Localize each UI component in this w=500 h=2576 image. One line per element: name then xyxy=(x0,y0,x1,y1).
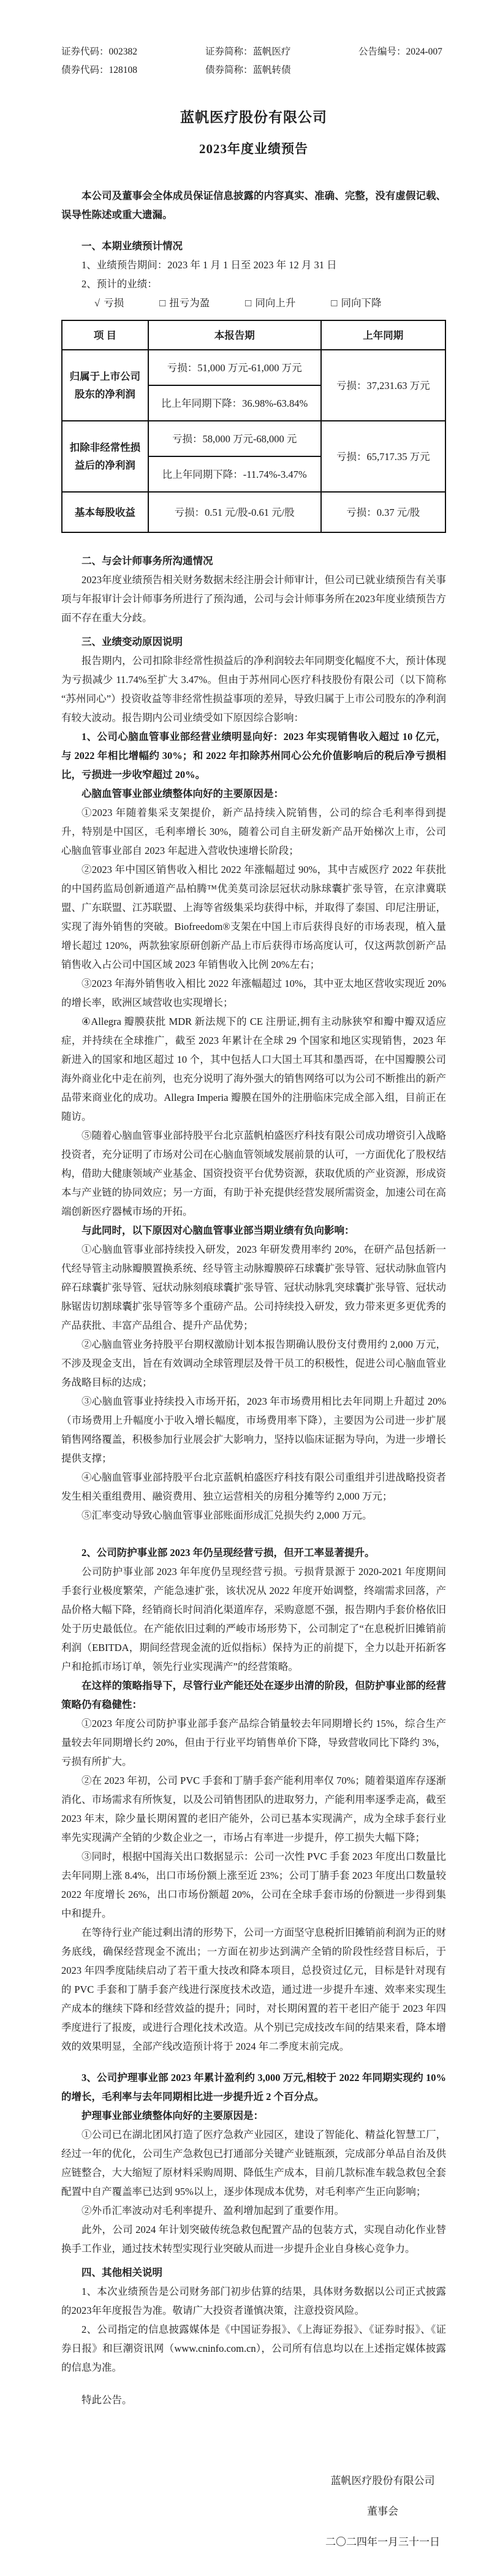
table-cell-item: 归属于上市公司股东的净利润 xyxy=(62,350,148,421)
paragraph: ③心脑血管事业持续投入市场开拓，2023 年市场费用相比去年同期上升超过 20%（市场费用上升幅度小于收入增长幅度，市场费用率下降），主要因为公司进一步扩展销售网络覆盖，积极参加行业展会扩大影响力，坚持以临床证据为导向，为进一步增长提供支撑； xyxy=(61,1396,446,1464)
forecast-option-loss xyxy=(94,293,124,312)
doc-title: 2023年度业绩预告 xyxy=(199,142,308,156)
checkbox-icon: □ xyxy=(331,297,338,309)
section-1-heading: 一、本期业绩预计情况 xyxy=(81,240,183,252)
forecast-table xyxy=(61,320,446,533)
section-4-heading: 四、其他相关说明 xyxy=(81,2267,162,2278)
paragraph: ①2023 年度公司防护事业部手套产品综合销量较去年同期增长约 15%，综合生产量较去年同期增长约 20%，但由于行业平均销售单价下降，导致营收同比下降约 3%，亏损有所扩大。 xyxy=(61,1718,446,1767)
paragraph: ①心脑血管事业部持续投入研发，2023 年研发费用率约 20%，在研产品包括新一代经导管主动脉瓣膜置换系统、经导管主动脉瓣膜碎石球囊扩张导管、冠状动脉血管内碎石球囊扩张导管、冠状动脉刻痕球囊扩张导管、冠状动脉乳突球囊扩张导管、冠状动脉锯齿切割球囊扩张导管等多个重磅产品。公司持续投入研发，致力带来更多更优秀的产品获批、丰富产品组合、提升产品优势； xyxy=(61,1244,446,1331)
table-cell-current-amount: 亏损：51,000 万元-61,000 万元 xyxy=(148,350,321,385)
paragraph-protective-division: 2、公司防护事业部 2023 年仍呈现经营亏损，但开工率显著提升。 xyxy=(81,1547,375,1558)
forecast-option-label: 亏损 xyxy=(104,297,124,309)
paragraph: ①2023 年随着集采支架提价，新产品持续入院销售，公司的综合毛利率得到提升，特别是中国区，毛利率增长 30%，随着公司自主研发新产品开始梯次上市，公司心脑血管事业部自 2023 年起进入营收快速增长阶段； xyxy=(61,807,446,856)
header-spacer xyxy=(358,61,446,80)
paragraph: ⑤汇率变动导致心脑血管事业部账面形成汇兑损失约 2,000 万元。 xyxy=(81,1509,373,1521)
table-cell-prior: 亏损：0.37 元/股 xyxy=(321,492,445,532)
forecast-period: 1、业绩预告期间：2023 年 1 月 1 日至 2023 年 12 月 31 日 xyxy=(81,259,337,271)
paragraph: ②外币汇率波动对毛利率提升、盈利增加起到了重要作用。 xyxy=(81,2205,344,2216)
paragraph: 在这样的策略指导下，尽管行业产能还处在逐步出清的阶段，但防护事业部的经营策略仍有稳健性： xyxy=(61,1680,446,1710)
announcement-no: 公告编号：2024-007 xyxy=(358,47,442,57)
closing-note: 特此公告。 xyxy=(81,2394,132,2406)
table-header-current: 本报告期 xyxy=(148,320,321,350)
table-header-item: 项 目 xyxy=(62,320,148,350)
table-cell-item: 基本每股收益 xyxy=(62,492,148,532)
paragraph: ②在 2023 年初，公司 PVC 手套和丁腈手套产能利用率仅 70%；随着渠道库存逐渐消化、市场需求有所恢复，以及公司销售团队的进取努力，产能利用率逐季走高，截至 2023 年末，除少量长期闲置的老旧产能外，公司已基本实现满产，成为全球手套行业率先实现满产全销的少数企业之一，市场占有率进一步提升，停工损失大幅下降； xyxy=(61,1775,446,1843)
table-header-row xyxy=(62,320,445,350)
forecast-options xyxy=(94,293,446,312)
paragraph: ③2023 年海外销售收入相比 2022 年涨幅超过 10%，其中亚太地区营收实现近 20%的增长率，欧洲区域营收也实现增长； xyxy=(61,978,446,1008)
table-row xyxy=(62,350,445,385)
paragraph: 1、本次业绩预告是公司财务部门初步估算的结果，具体财务数据以公司正式披露的2023年年度报告为准。敬请广大投资者谨慎决策，注意投资风险。 xyxy=(61,2286,446,2316)
paragraph: ③同时，根据中国海关出口数据显示：公司一次性 PVC 手套 2023 年度出口数量比去年同期上涨 8.4%，出口市场份额上涨至近 23%；公司丁腈手套 2023 年度出口数量较 2022 年度增长 26%，出口市场份额超 20%，公司在全球手套市场的份额进一步得到集中和提升。 xyxy=(61,1851,446,1919)
table-cell-item: 扣除非经常性损益后的净利润 xyxy=(62,421,148,492)
paragraph-cardio-highlight: 1、公司心脑血管事业部经营业绩明显向好：2023 年实现销售收入超过 10 亿元，与 2022 年相比增幅约 30%；和 2022 年扣除苏州同心公允价值影响后的税后净亏损相比，亏损进一步收窄超过 20%。 xyxy=(61,731,446,780)
table-cell-current-change: 比上年同期下降：-11.74%-3.47% xyxy=(148,456,321,492)
forecast-option-label: 扭亏为盈 xyxy=(169,297,210,309)
paragraph-care-division: 3、公司护理事业部 2023 年累计盈利约 3,000 万元,相较于 2022 年同期实现约 10%的增长，毛利率与去年同期相比进一步提升近 2 个百分点。 xyxy=(61,2072,446,2102)
paragraph: ①公司已在湖北团风打造了医疗急救产业园区，建设了智能化、精益化智慧工厂，经过一年的优化，公司生产急救包已打通部分关键产业链瓶颈，完成部分单品自治及供应链整合，大大缩短了原材料采购周期、降低生产成本，目前几款标准车载急救包全套配置中自产覆盖率已达到 95%以上，逐步体现成本优势，对毛利率产生正向影响； xyxy=(61,2129,446,2197)
checkbox-icon: □ xyxy=(159,297,166,309)
forecast-option-up xyxy=(245,293,295,312)
stock-abbr: 证券简称：蓝帆医疗 xyxy=(205,47,291,57)
company-title: 蓝帆医疗股份有限公司 xyxy=(180,110,327,125)
section-3-heading: 三、业绩变动原因说明 xyxy=(81,636,183,648)
section-2-body: 2023年度业绩预告相关财务数据未经注册会计师审计，但公司已就业绩预告有关事项与年报审计会计师事务所进行了预沟通，公司与会计师事务所在2023年度业绩预告方面不存在重大分歧。 xyxy=(61,574,446,624)
paragraph: ④心脑血管事业部持股平台北京蓝帆柏盛医疗科技有限公司重组并引进战略投资者发生相关重组费用、融资费用、独立运营相关的房租分摊等约 2,000 万元； xyxy=(61,1471,446,1502)
paragraph-negative-factors: 与此同时，以下原因对心脑血管事业部当期业绩有负向影响： xyxy=(81,1225,355,1236)
table-header-prior: 上年同期 xyxy=(321,320,445,350)
forecast-option-down xyxy=(331,293,381,312)
paragraph: 报告期内，公司扣除非经常性损益后的净利润较去年同期变化幅度不大，预计体现为亏损减少 11.74%至扩大 3.47%。但由于苏州同心医疗科技股份有限公司（以下简称“苏州同心”）投资收益等非经常性损益事项的差异，导致归属于上市公司股东的净利润有较大波动。报告期内公司业绩受如下原因综合影响： xyxy=(61,655,446,723)
table-cell-prior: 亏损：37,231.63 万元 xyxy=(321,350,445,421)
table-cell-current-amount: 亏损：58,000 万元-68,000 元 xyxy=(148,421,321,456)
forecast-type-label: 2、预计的业绩： xyxy=(81,278,157,290)
section-2-heading: 二、与会计师事务所沟通情况 xyxy=(81,555,213,567)
table-row xyxy=(62,492,445,532)
paragraph: 心脑血管事业部业绩整体向好的主要原因是： xyxy=(81,788,284,799)
forecast-option-turnaround xyxy=(159,293,210,312)
bond-abbr: 债券简称：蓝帆转债 xyxy=(205,65,291,75)
disclaimer: 本公司及董事会全体成员保证信息披露的内容真实、准确、完整，没有虚假记载、误导性陈述或重大遗漏。 xyxy=(61,190,446,221)
checkbox-icon: □ xyxy=(245,297,252,309)
signature-block xyxy=(323,2466,442,2558)
paragraph: 2、公司指定的信息披露媒体是《中国证券报》、《上海证券报》、《证券时报》、《证券日报》和巨潮资讯网（www.cninfo.com.cn），公司所有信息均以在上述指定媒体披露的信息为准。 xyxy=(61,2324,446,2373)
paragraph: ⑤随着心脑血管事业部持股平台北京蓝帆柏盛医疗科技有限公司成功增资引入战略投资者，充分证明了市场对公司在心脑血管领域发展前景的认可，一方面优化了股权结构，借助大健康领域产业基金、国资投资平台优势资源，获取优质的产业资源，形成资本与产业链的协同效应；另一方面，有助于补充提供经营发展所需资金，加速公司在高端创新医疗器械市场的开拓。 xyxy=(61,1130,446,1217)
bond-code: 债券代码：128108 xyxy=(61,65,138,75)
table-cell-current-change: 比上年同期下降：36.98%-63.84% xyxy=(148,385,321,421)
checkbox-checked-icon: √ xyxy=(94,297,100,309)
paragraph: 护理事业部业绩整体向好的主要原因是： xyxy=(81,2110,263,2121)
table-row xyxy=(62,421,445,456)
paragraph: ④Allegra 瓣膜获批 MDR 新法规下的 CE 注册证,拥有主动脉狭窄和瓣中瓣双适应症，并持续在全球推广，截至 2023 年累计在全球 29 个国家和地区实现销售，2023 年新进入的国家和地区超过 10 个，其中包括人口大国土耳其和墨西哥，在中国瓣膜公司海外商业化中走在前列，也充分说明了海外强大的销售网络可以为公司不断推出的新产品带来商业化的成功。Allegra Imperia 瓣膜在国外的注册临床完成全部入组，目前正在随访。 xyxy=(61,1016,446,1122)
stock-code: 证券代码：002382 xyxy=(61,47,138,57)
table-cell-prior: 亏损：65,717.35 万元 xyxy=(321,421,445,492)
paragraph: 公司防护事业部 2023 年年度仍呈现经营亏损。亏损背景源于 2020-2021 年度期间手套行业极度繁荣，产能急速扩张，该状况从 2022 年度开始调整，终端需求回落，产品价格大幅下降，经销商长时间消化渠道库存，采购意愿不强，报告期内手套价格依旧处于历史最低位。在产能依旧过剩的严峻市场形势下，公司制定了“在息税折旧摊销前利润（EBITDA，期间经营现金流的近似指标）保持为正的前提下，全力以赴开拓新客户和抢抓市场订单，领先行业实现满产”的经营策略。 xyxy=(61,1566,446,1672)
paragraph: 此外，公司 2024 年计划突破传统急救包配置产品的包装方式，实现自动化作业替换手工作业，通过技术转型实现行业突破从而进一步提升企业自身核心竞争力。 xyxy=(61,2224,446,2254)
doc-header xyxy=(61,43,446,80)
signature-company: 蓝帆医疗股份有限公司 xyxy=(330,2475,435,2487)
signature-date: 二〇二四年一月三十一日 xyxy=(325,2536,440,2548)
table-cell-current-amount: 亏损：0.51 元/股-0.61 元/股 xyxy=(148,492,321,532)
signature-board: 董事会 xyxy=(367,2506,398,2517)
paragraph: ②心脑血管业务持股平台期权激励计划本报告期确认股份支付费用约 2,000 万元，不涉及现金支出，旨在有效调动全球管理层及骨干员工的积极性，促进公司心脑血管业务战略目标的达成； xyxy=(61,1339,446,1388)
paragraph: 在等待行业产能过剩出清的形势下，公司一方面坚守息税折旧摊销前利润为正的财务底线，确保经营现金不流出；一方面在初步达到满产全销的阶段性经营目标后，于 2023 年四季度陆续启动了若干重大技改和降本项目，总投资过亿元，目标是针对现有的 PVC 手套和丁腈手套产线进行深度技术改造，通过进一步提升车速、效率来实现生产成本的继续下降和经营效益的提升；同时，对长期闲置的若干老旧产能于 2023 年四季度进行了报废，或进行合理化技术改造。从个别已完成技改车间的结果来看，降本增效的效果明显，全部产线改造预计将于 2024 年二季度末前完成。 xyxy=(61,1927,447,2052)
paragraph: ②2023 年中国区销售收入相比 2022 年涨幅超过 90%，其中吉威医疗 2022 年获批的中国药监局创新通道产品柏腾™优美莫司涂层冠状动脉球囊扩张导管，在京津冀联盟、广东联盟、江苏联盟、上海等省级集采均获得中标，并取得了泰国、印尼注册证，实现了海外销售的突破。Biofreedom®支架在中国上市后获得良好的市场表现，植入量增长超过 120%，两款独家原研创新产品上市后获得市场高度认可，仅这两款创新产品销售收入占公司中国区域 2023 年销售收入比例 20%左右； xyxy=(61,864,446,970)
forecast-option-label: 同向下降 xyxy=(341,297,382,309)
forecast-option-label: 同向上升 xyxy=(255,297,296,309)
